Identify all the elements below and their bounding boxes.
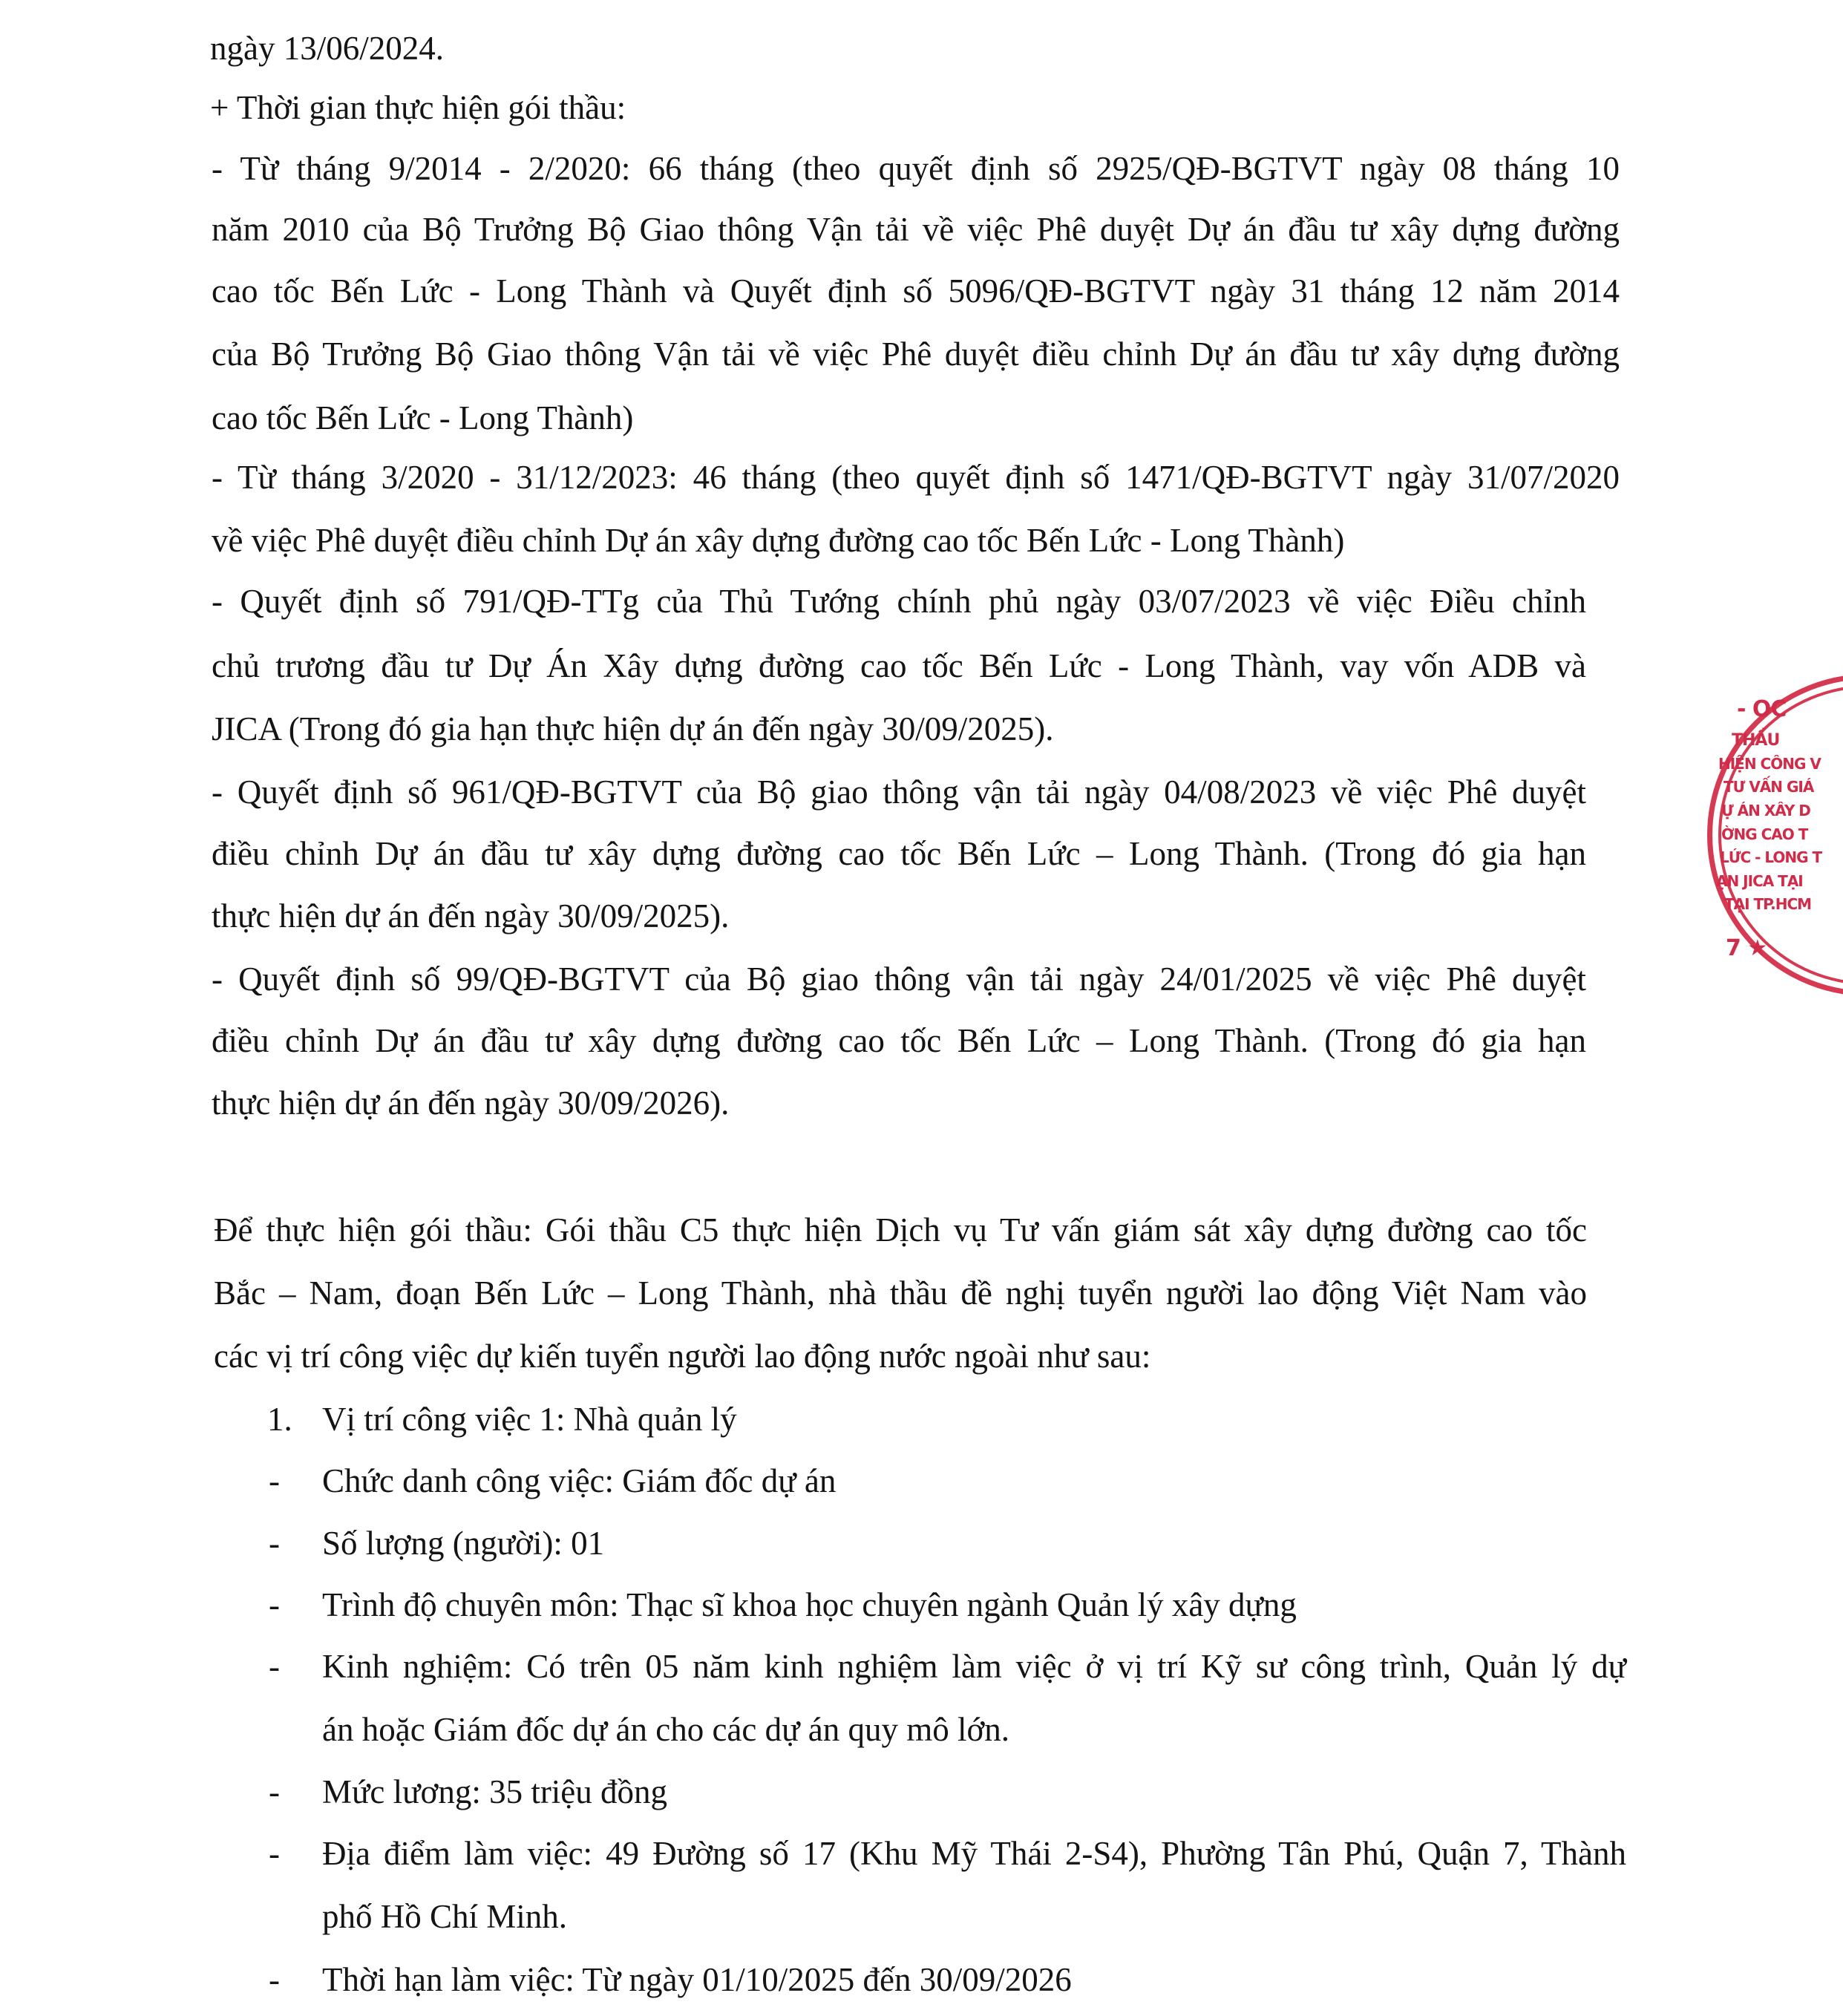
bullet-dash: - [269, 1648, 280, 1685]
list-number: 1. [267, 1401, 292, 1438]
text-line: - Quyết định số 961/QĐ-BGTVT của Bộ giao thông vận tải ngày 04/08/2023 về việc Phê duyệt [212, 773, 1586, 811]
text-line: năm 2010 của Bộ Trưởng Bộ Giao thông Vận tải về việc Phê duyệt Dự án đầu tư xây dựng đường [212, 211, 1620, 248]
text-line: chủ trương đầu tư Dự Án Xây dựng đường cao tốc Bến Lức - Long Thành, vay vốn ADB và [212, 647, 1586, 684]
list-item: Trình độ chuyên môn: Thạc sĩ khoa học chuyên ngành Quản lý xây dựng [322, 1586, 1297, 1623]
text-line: các vị trí công việc dự kiến tuyển người lao động nước ngoài như sau: [214, 1338, 1151, 1375]
stamp-text: Ự ÁN XÂY D [1721, 802, 1810, 819]
stamp-text: ỜNG CAO T [1721, 825, 1808, 843]
bullet-dash: - [269, 1835, 280, 1872]
company-stamp [1703, 668, 1843, 995]
stamp-text: LỨC - LONG T [1720, 848, 1822, 866]
stamp-text: ẠN JICA TẠI [1716, 872, 1803, 890]
list-item-continuation: phố Hồ Chí Minh. [322, 1898, 568, 1935]
text-line: điều chỉnh Dự án đầu tư xây dựng đường cao tốc Bến Lức – Long Thành. (Trong đó gia hạn [212, 1022, 1586, 1059]
bullet-dash: - [269, 1462, 280, 1499]
text-line: cao tốc Bến Lức - Long Thành) [212, 399, 634, 436]
bullet-dash: - [269, 1586, 280, 1623]
bullet-dash: - [269, 1773, 280, 1810]
list-item: Mức lương: 35 triệu đồng [322, 1773, 668, 1810]
stamp-text: 7 ★ [1726, 935, 1767, 961]
text-line: - Quyết định số 791/QĐ-TTg của Thủ Tướng chính phủ ngày 03/07/2023 về việc Điều chỉnh [212, 583, 1586, 620]
text-line: - Từ tháng 9/2014 - 2/2020: 66 tháng (theo quyết định số 2925/QĐ-BGTVT ngày 08 tháng 10 [212, 150, 1620, 187]
list-title: Vị trí công việc 1: Nhà quản lý [322, 1401, 737, 1438]
list-item: Kinh nghiệm: Có trên 05 năm kinh nghiệm làm việc ở vị trí Kỹ sư công trình, Quản lý dự [322, 1648, 1626, 1685]
text-line: cao tốc Bến Lức - Long Thành và Quyết định số 5096/QĐ-BGTVT ngày 31 tháng 12 năm 2014 [212, 272, 1620, 310]
text-line: - Quyết định số 99/QĐ-BGTVT của Bộ giao thông vận tải ngày 24/01/2025 về việc Phê duyệt [212, 960, 1586, 998]
text-line: + Thời gian thực hiện gói thầu: [210, 89, 626, 126]
text-line: ngày 13/06/2024. [210, 30, 444, 67]
stamp-text: THẦU [1732, 731, 1780, 750]
stamp-text: - OC [1737, 696, 1787, 722]
text-line: thực hiện dự án đến ngày 30/09/2025). [212, 897, 730, 935]
stamp-text: TƯ VẤN GIÁ [1723, 778, 1814, 796]
list-item: Thời hạn làm việc: Từ ngày 01/10/2025 đến 30/09/2026 [322, 1961, 1072, 1998]
text-line: - Từ tháng 3/2020 - 31/12/2023: 46 tháng (theo quyết định số 1471/QĐ-BGTVT ngày 31/07/2020 [212, 459, 1620, 496]
stamp-text: TẠI TP.HCM [1724, 895, 1812, 913]
bullet-dash: - [269, 1961, 280, 1998]
list-item-continuation: án hoặc Giám đốc dự án cho các dự án quy mô lớn. [322, 1711, 1010, 1748]
list-item: Số lượng (người): 01 [322, 1525, 605, 1562]
list-item: Địa điểm làm việc: 49 Đường số 17 (Khu Mỹ Thái 2-S4), Phường Tân Phú, Quận 7, Thành [322, 1835, 1626, 1872]
text-line: điều chỉnh Dự án đầu tư xây dựng đường cao tốc Bến Lức – Long Thành. (Trong đó gia hạn [212, 835, 1586, 872]
text-line: về việc Phê duyệt điều chỉnh Dự án xây dựng đường cao tốc Bến Lức - Long Thành) [212, 522, 1345, 559]
text-line: thực hiện dự án đến ngày 30/09/2026). [212, 1084, 730, 1122]
bullet-dash: - [269, 1525, 280, 1562]
list-item: Chức danh công việc: Giám đốc dự án [322, 1462, 837, 1499]
text-line: của Bộ Trưởng Bộ Giao thông Vận tải về việc Phê duyệt điều chỉnh Dự án đầu tư xây dựng đường [212, 336, 1620, 373]
text-line: JICA (Trong đó gia hạn thực hiện dự án đến ngày 30/09/2025). [212, 710, 1054, 747]
text-line: Bắc – Nam, đoạn Bến Lức – Long Thành, nhà thầu đề nghị tuyển người lao động Việt Nam vào [214, 1274, 1587, 1312]
text-line: Để thực hiện gói thầu: Gói thầu C5 thực hiện Dịch vụ Tư vấn giám sát xây dựng đường cao tốc [214, 1211, 1587, 1248]
stamp-text: HIỆN CÔNG V [1718, 755, 1821, 773]
